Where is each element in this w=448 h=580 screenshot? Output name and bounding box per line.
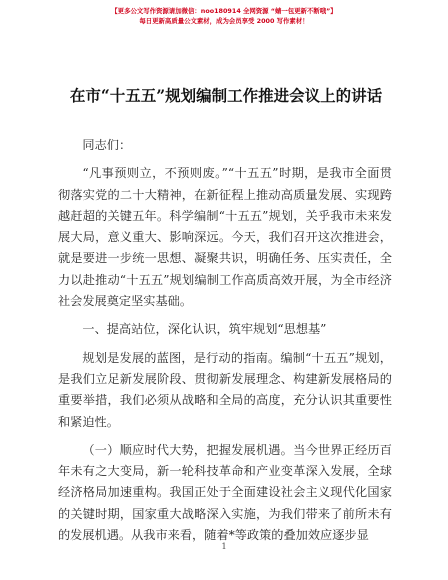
section-heading-1: 一、提高站位，深化认识，筑牢规划“思想基” [82, 322, 327, 337]
paragraph-2: 规划是发展的蓝图，是行动的指南。编制“十五五”规划，是我们立足新发展阶段、贯彻新发展理念、构建新发展格局的重要举措，我们必须从战略和全局的高度，充分认识其重要性和紧迫性。 [58, 350, 392, 429]
document-title: 在市“十五五”规划编制工作推进会议上的讲话 [69, 86, 383, 105]
paragraph-intro: “凡事预则立，不预则废。”“十五五”时期，是我市全面贯彻落实党的二十大精神，在新征程上推动高质量发展、实现跨越赶超的关键五年。科学编制“十五五”规划，关乎我市未来发展大局，意义重大、影响深远。今天，我们召开这次推进会，就是要进一步统一思想、凝聚共识，明确任务、压实责任，全力以赴推动“十五五”规划编制工作高质高效开展，为全市经济社会发展奠定坚实基础。 [58, 166, 392, 309]
promo-banner-line-1: 【更多公文写作资源请加微信：noo180914 全网资源 “蜻一包更新不断哦”】 [111, 7, 337, 15]
document-body [58, 135, 392, 546]
page-number: 1 [221, 542, 227, 551]
greeting: 同志们： [82, 138, 132, 152]
promo-banner [0, 6, 448, 26]
promo-banner-line-2: 每日更新高质量公文素材，成为会员享受 2000 写作素材！ [139, 17, 309, 25]
paragraph-3: （一）顺应时代大势，把握发展机遇。当今世界正经历百年未有之大变局，新一轮科技革命和产业变革深入发展，全球经济格局加速重构。我国正处于全面建设社会主义现代化国家的关键时期，国家重大战略深入实施，为我们带来了前所未有的发展机遇。从我市来看，随着*等政策的叠加效应逐步显 [58, 442, 392, 543]
